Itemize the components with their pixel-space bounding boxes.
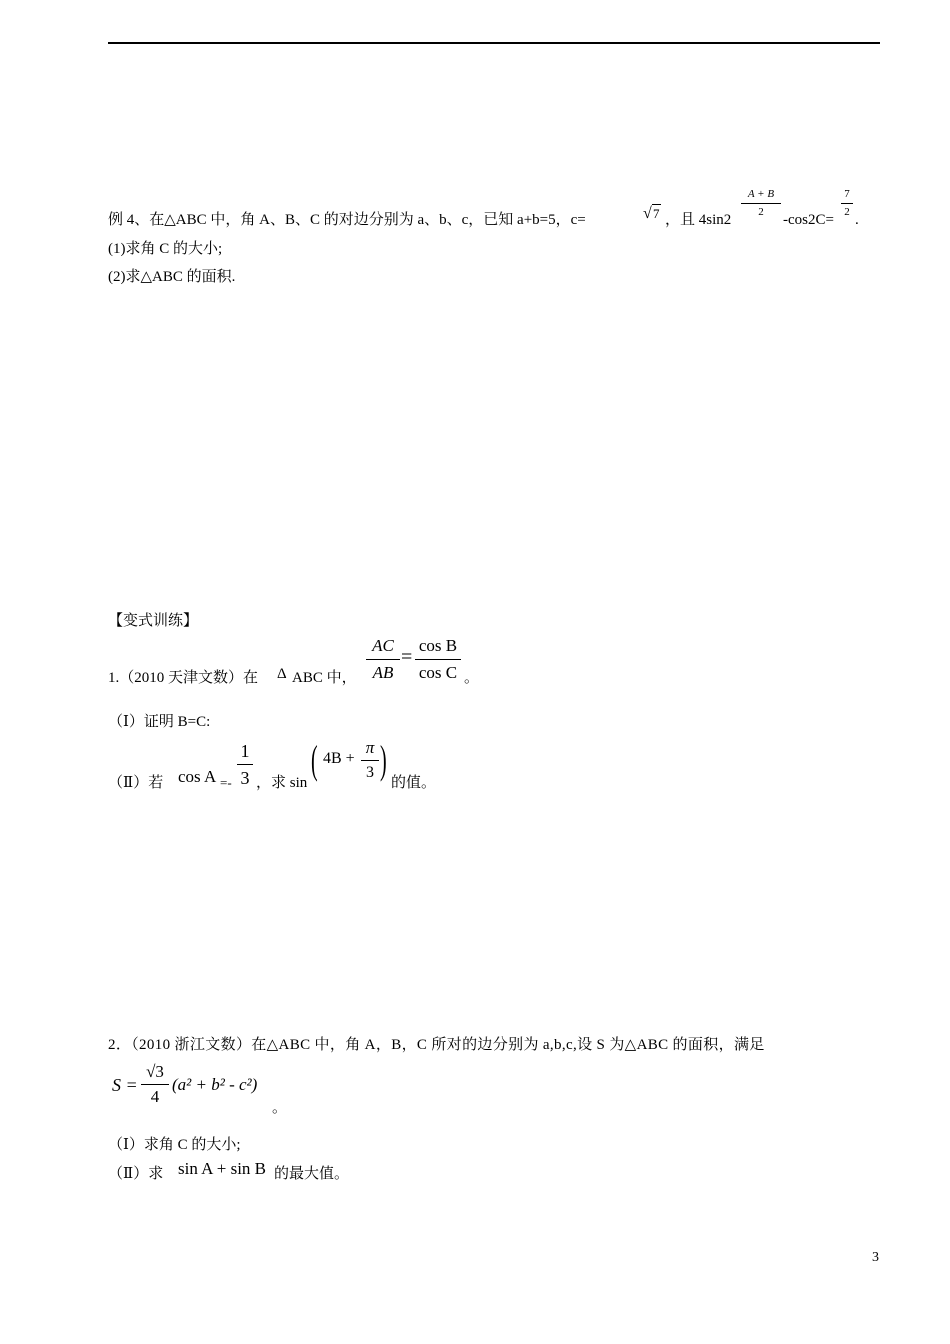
problem-1-abc: ABC 中， bbox=[292, 670, 357, 686]
cos-a: cos A bbox=[178, 767, 217, 786]
problem-1-question-2-prefix: （Ⅱ）若 bbox=[108, 775, 164, 791]
pi-third-fraction: π 3 bbox=[361, 738, 379, 783]
problem-1-question-2-suffix: 的值。 bbox=[391, 775, 437, 791]
example-4-text-3: -cos2C= bbox=[783, 212, 834, 228]
example-4-end: . bbox=[855, 212, 859, 228]
problem-2-question-2-prefix: （Ⅱ）求 bbox=[108, 1166, 164, 1182]
area-s-equals: S = bbox=[112, 1075, 138, 1095]
example-4-question-2: (2)求△ABC 的面积. bbox=[108, 269, 236, 285]
sqrt-value: 7 bbox=[653, 206, 660, 221]
sqrt-sign: √ bbox=[643, 205, 652, 222]
half-angle-fraction: A + B 2 bbox=[741, 188, 781, 219]
ratio-rhs-fraction: cos B cos C bbox=[415, 636, 461, 683]
equals-minus: =- bbox=[220, 775, 232, 790]
area-expression: (a² + b² - c²) bbox=[172, 1075, 258, 1094]
problem-2-dot: 。 bbox=[272, 1100, 288, 1116]
problem-2-question-1: （Ⅰ）求角 C 的大小; bbox=[108, 1137, 241, 1153]
left-paren: ( bbox=[311, 737, 318, 782]
rhs-fraction: 7 2 bbox=[841, 188, 853, 219]
example-4-text-2: ，且 4sin2 bbox=[665, 212, 732, 228]
problem-1-comma-sin: ，求 sin bbox=[256, 775, 308, 791]
example-4-question-1: (1)求角 C 的大小; bbox=[108, 241, 223, 257]
example-4-text-1: 例 4、在△ABC 中，角 A、B、C 的对边分别为 a、b、c，已知 a+b=5，c= bbox=[108, 212, 586, 228]
ratio-lhs-fraction: AC AB bbox=[366, 636, 400, 683]
one-third-fraction: 1 3 bbox=[237, 740, 253, 789]
root3-over-4-fraction: √3 4 bbox=[141, 1062, 169, 1107]
problem-1-question-1: （Ⅰ）证明 B=C: bbox=[108, 714, 211, 730]
problem-2-line-1: 2．（2010 浙江文数）在△ABC 中，角 A，B，C 所对的边分别为 a,b,c,设 S 为△ABC 的面积，满足 bbox=[108, 1037, 765, 1053]
delta-symbol: Δ bbox=[277, 666, 287, 682]
angle-4b: 4B + bbox=[323, 750, 355, 767]
ratio-equals: = bbox=[401, 646, 413, 668]
header-rule bbox=[108, 42, 880, 44]
page-number: 3 bbox=[872, 1250, 879, 1265]
right-paren: ) bbox=[380, 737, 387, 782]
variation-heading: 【变式训练】 bbox=[108, 613, 199, 629]
problem-1-prefix: 1.（2010 天津文数）在 bbox=[108, 670, 259, 686]
sin-sum-expression: sin A + sin B bbox=[178, 1159, 267, 1178]
problem-1-end: 。 bbox=[464, 670, 480, 686]
problem-2-question-2-suffix: 的最大值。 bbox=[274, 1166, 350, 1182]
